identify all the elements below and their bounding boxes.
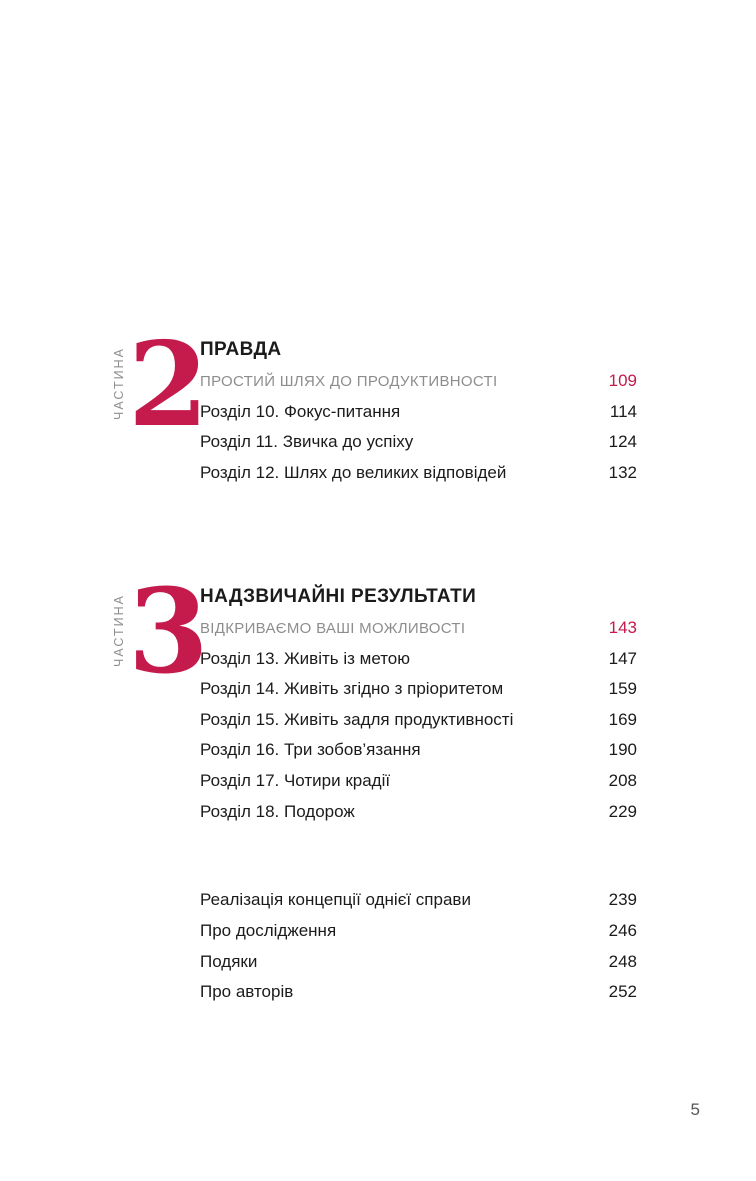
back-matter-page-number: 239	[608, 890, 637, 909]
chapter-label: Розділ 18. Подорож	[200, 801, 355, 821]
toc-entry	[200, 977, 637, 1008]
chapter-label: Розділ 11. Звичка до успіху	[200, 432, 414, 452]
part-title: НАДЗВИЧАЙНІ РЕЗУЛЬТАТИ	[200, 586, 477, 607]
folio-page-number: 5	[690, 1100, 700, 1119]
part-subtitle-page-number: 109	[608, 371, 637, 390]
part-subtitle: ВІДКРИВАЄМО ВАШІ МОЖЛИВОСТІ	[200, 620, 466, 637]
part-title: ПРАВДА	[200, 339, 282, 360]
back-matter-label: Про авторів	[200, 982, 294, 1002]
chapter-page-number: 114	[609, 401, 637, 421]
chapter-page-number: 169	[608, 709, 637, 729]
back-matter-page-number: 252	[608, 982, 637, 1002]
toc-entry	[200, 397, 637, 428]
chapter-label: Розділ 16. Три зобов’язання	[200, 740, 421, 760]
chapter-page-number: 124	[608, 432, 637, 452]
toc-entry	[200, 735, 637, 766]
back-matter-label: Подяки	[200, 951, 258, 971]
part-number-numeral: 2	[128, 317, 207, 453]
chapter-label: Розділ 10. Фокус-питання	[200, 401, 401, 421]
toc-entry	[200, 947, 637, 978]
part-marker-3	[112, 564, 207, 700]
part-section-2	[112, 317, 637, 488]
toc-entry	[200, 644, 637, 675]
part-number-numeral: 3	[128, 564, 207, 700]
part-subtitle-row	[200, 366, 637, 397]
chapter-label: Розділ 13. Живіть із метою	[200, 648, 411, 668]
toc-entry	[200, 797, 637, 828]
part-subtitle: ПРОСТИЙ ШЛЯХ ДО ПРОДУКТИВНОСТІ	[200, 373, 498, 390]
chapter-label: Розділ 17. Чотири крадії	[200, 770, 391, 790]
chapter-label: Розділ 15. Живіть задля продуктивності	[200, 709, 514, 729]
part-subtitle-page-number: 143	[608, 618, 637, 637]
back-matter-page-number: 248	[608, 951, 637, 971]
part-content	[200, 584, 637, 827]
back-matter-label: Про дослідження	[200, 920, 337, 940]
chapter-page-number: 229	[608, 801, 637, 821]
chapter-page-number: 132	[608, 462, 637, 482]
chapter-page-number: 147	[608, 648, 637, 668]
chapter-page-number: 190	[608, 740, 637, 760]
toc-entry	[200, 427, 637, 458]
part-subtitle-row	[200, 613, 637, 644]
back-matter-page-number: 246	[608, 920, 637, 940]
part-marker-2	[112, 317, 207, 453]
chapter-page-number: 208	[608, 770, 637, 790]
chapter-page-number: 159	[608, 679, 637, 699]
toc-entry	[200, 885, 637, 916]
back-matter-label: Реалізація концепції однієї справи	[200, 890, 471, 909]
part-section-3	[112, 564, 637, 827]
toc-entry	[200, 674, 637, 705]
chapter-label: Розділ 14. Живіть згідно з пріоритетом	[200, 679, 504, 699]
toc-entry	[200, 458, 637, 489]
part-vertical-label: ЧАСТИНА	[112, 347, 126, 421]
chapter-label: Розділ 12. Шлях до великих відповідей	[200, 462, 507, 482]
part-content	[200, 337, 637, 488]
part-vertical-label: ЧАСТИНА	[112, 594, 126, 668]
toc-entry	[200, 705, 637, 736]
toc-entry	[200, 766, 637, 797]
toc-entry	[200, 916, 637, 947]
back-matter-section	[200, 885, 637, 1008]
